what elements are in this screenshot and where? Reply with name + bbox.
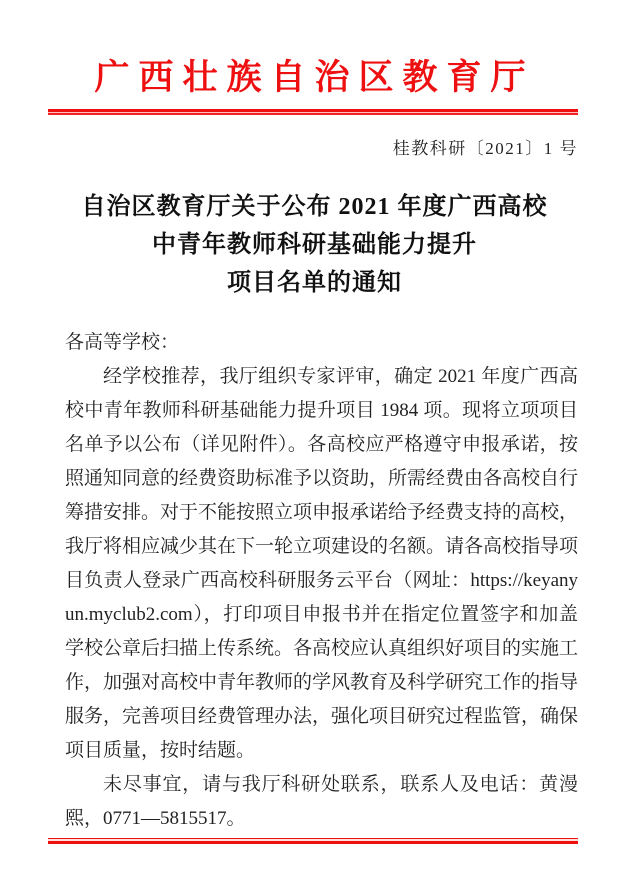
red-separator-top xyxy=(48,109,578,115)
notice-title xyxy=(30,188,599,302)
notice-body xyxy=(65,326,578,836)
document-number: 桂教科研〔2021〕1 号 xyxy=(392,139,578,158)
body-paragraph-1: 经学校推荐，我厅组织专家评审，确定 2021 年度广西高校中青年教师科研基础能力提升项目 1984 项。现将立项项目名单予以公布（详见附件）。各高校应严格遵守申报承诺，按照通知同意的经费资助标准予以资助，所需经费由各高校自行筹措安排。对于不能按照立项申报承诺给予经费支持的高校，我厅将相应减少其在下一轮立项建设的名额。请各高校指导项目负责人登录广西高校科研服务云平台（网址：https://keyanyun.myclub2.com），打印项目申报书并在指定位置签字和加盖学校公章后扫描上传系统。各高校应认真组织好项目的实施工作，加强对高校中青年教师的学风教育及科学研究工作的指导服务，完善项目经费管理办法，强化项目研究过程监管，确保项目质量，按时结题。 xyxy=(65,366,579,761)
title-line-2: 中青年教师科研基础能力提升 xyxy=(152,232,477,258)
title-line-3: 项目名单的通知 xyxy=(227,270,402,296)
salutation: 各高等学校： xyxy=(65,332,180,353)
agency-header: 广西壮族自治区教育厅 xyxy=(94,58,535,97)
body-paragraph-2: 未尽事宜，请与我厅科研处联系，联系人及电话：黄漫熙，0771—5815517。 xyxy=(65,774,578,829)
title-line-1: 自治区教育厅关于公布 2021 年度广西高校 xyxy=(81,194,548,220)
red-separator-bottom xyxy=(48,838,578,844)
